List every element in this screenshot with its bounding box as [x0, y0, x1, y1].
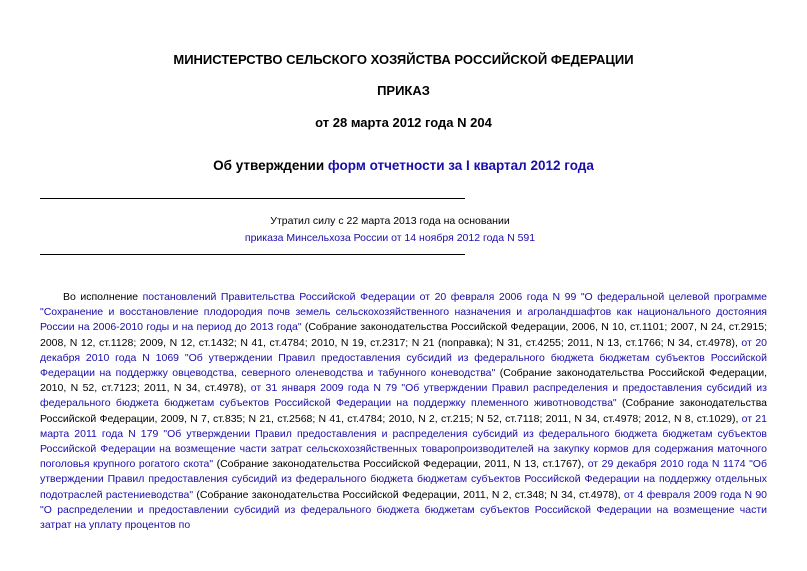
ministry-heading: МИНИСТЕРСТВО СЕЛЬСКОГО ХОЗЯЙСТВА РОССИЙСКОЙ ФЕДЕРАЦИИ	[173, 52, 634, 67]
decree-link-79[interactable]: от 31 января 2009 года N 79 "Об утверждении Правил распределения и предоставления субсидий из федерального бюджета бюджетам субъектов Российской Федерации на поддержку племенного животноводства"	[40, 382, 767, 410]
body-text: (Собрание законодательства Российской Федерации, 2011, N 2, ст.348; N 34, ст.4978),	[193, 488, 624, 501]
status-bottom-divider	[40, 254, 465, 255]
decree-link-90[interactable]: от 4 февраля 2009 года N 90 "О распределении и предоставлении субсидий из федерального бюджета бюджетам субъектов Российской Федерации на возмещение части затрат на уплату процентов по	[40, 488, 767, 532]
body-text: Во исполнение	[63, 291, 143, 303]
title-link[interactable]: форм отчетности за I квартал 2012 года	[327, 158, 594, 173]
body-text: (Собрание законодательства Российской Федерации, 2009, N 7, ст.835; N 21, ст.2568; N 41, ст.4784; 2010, N 2, ст.215; N 52, ст.7118; 2011, N 34, ст.4978; 2012, N 8, ст.1029),	[40, 397, 768, 425]
repeal-order-link[interactable]: приказа Минсельхоза России от 14 ноября 2012 года N 591	[244, 232, 536, 244]
decree-link-1069[interactable]: от 20 декабря 2010 года N 1069 "Об утверждении Правил предоставления субсидий из федерального бюджета бюджетам субъектов Российской Федерации на поддержку овцеводства, северного оленеводства и табунного коневодства"	[40, 336, 767, 380]
status-line-2	[40, 230, 740, 246]
document-date-number: от 28 марта 2012 года N 204	[315, 115, 492, 130]
title-prefix: Об утверждении	[213, 158, 328, 173]
decree-link-99[interactable]: постановлений Правительства Российской Федерации от 20 февраля 2006 года N 99 "О федеральной целевой программе "Сохранение и восстановление плодородия почв земель сельскохозяйственного назначения и агроландшафтов как национального достояния России на 2006-2010 годы и на период до 2013 года"	[40, 291, 768, 334]
decree-link-1174[interactable]: от 29 декабря 2010 года N 1174 "Об утверждении Правил предоставления субсидий из федерального бюджета бюджетам субъектов Российской Федерации на поддержку отдельных подотраслей растениеводства"	[40, 458, 767, 501]
status-top-divider	[40, 198, 465, 199]
body-text: (Собрание законодательства Российской Федерации, 2006, N 10, ст.1101; 2007, N 24, ст.2915; 2008, N 12, ст.1128; 2009, N 12, ст.1432; N 41, ст.4784; 2010, N 19, ст.2317; N 21 (поправка); N 31, ст.4255; 2011, N 13, ст.1766; N 34, ст.4978),	[40, 321, 768, 349]
body-paragraph	[40, 290, 767, 533]
decree-link-179[interactable]: от 21 марта 2011 года N 179 "Об утверждении Правил предоставления и распределения субсидий из федерального бюджета бюджетам субъектов Российской Федерации на возмещение части затрат сельскохозяйственных товаропроизводителей на закупку кормов для содержания маточного поголовья крупного рогатого скота"	[40, 412, 767, 471]
body-text: (Собрание законодательства Российской Федерации, 2010, N 52, ст.7123; 2011, N 34, ст.4978),	[40, 367, 767, 395]
document-type: ПРИКАЗ	[377, 83, 430, 98]
body-text: (Собрание законодательства Российской Федерации, 2011, N 13, ст.1767),	[213, 458, 588, 471]
status-text: Утратил силу с 22 марта 2013 года на основании	[270, 215, 510, 227]
document-title	[0, 158, 807, 173]
